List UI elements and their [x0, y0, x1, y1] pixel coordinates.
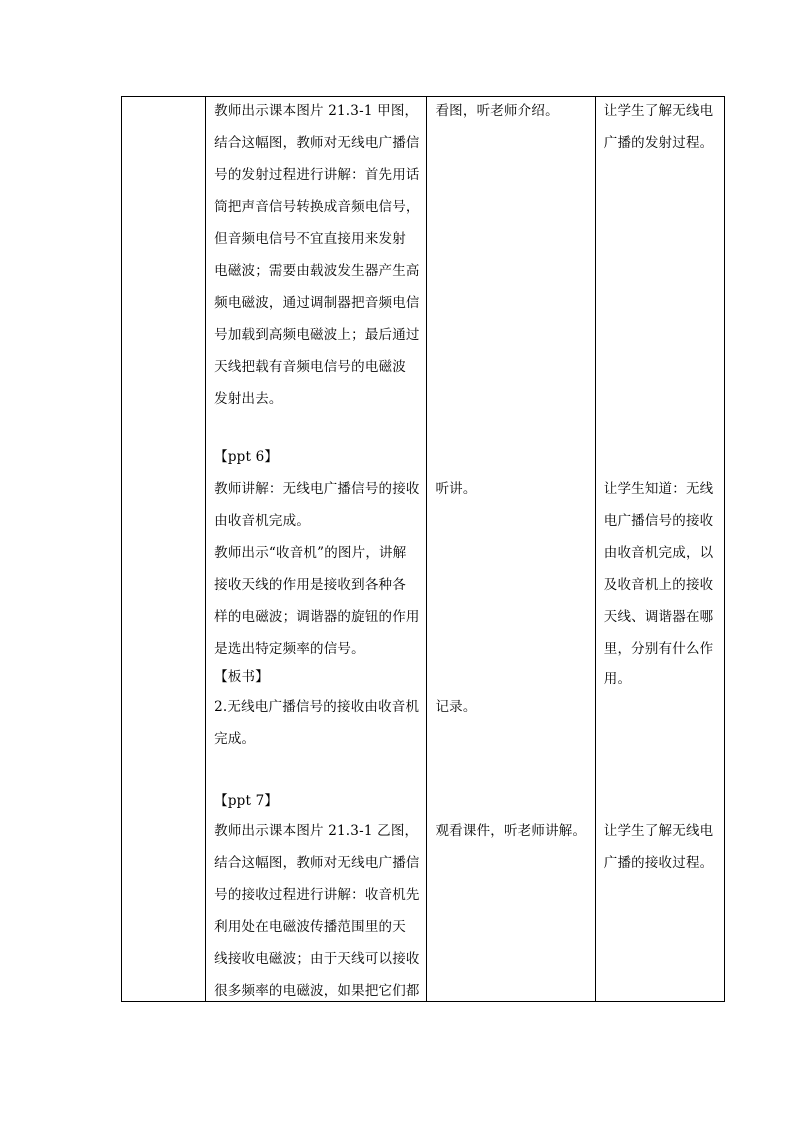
teacher-line: 但音频电信号不宜直接用来发射	[214, 231, 406, 247]
intent-line: 让学生知道：无线	[603, 481, 714, 497]
intent-line: 广播的发射过程。	[603, 135, 714, 151]
teacher-line: 天线把载有音频电信号的电磁波	[214, 359, 406, 375]
teacher-line: 筒把声音信号转换成音频电信号，	[214, 199, 420, 215]
teacher-line: 利用处在电磁波传播范围里的天	[214, 919, 406, 935]
teacher-activity-cell	[206, 97, 427, 1002]
teacher-line: 号加载到高频电磁波上；最后通过	[214, 327, 420, 343]
intent-line: 天线、调谐器在哪	[603, 609, 714, 625]
teacher-line: 很多频率的电磁波，如果把它们都	[214, 983, 420, 999]
teacher-line: 频电磁波，通过调制器把音频电信	[214, 295, 420, 311]
ppt-marker: 【ppt 6】	[214, 449, 279, 465]
teacher-line: 完成。	[214, 731, 256, 747]
lesson-plan-table	[121, 96, 725, 1002]
intent-line: 广播的接收过程。	[603, 855, 714, 871]
ppt-marker: 【ppt 7】	[214, 793, 279, 809]
table-row	[122, 97, 725, 1002]
student-line: 听讲。	[435, 481, 477, 497]
intent-line: 及收音机上的接收	[603, 577, 714, 593]
teacher-line: 结合这幅图，教师对无线电广播信	[214, 135, 420, 151]
teacher-line: 电磁波；需要由载波发生器产生高	[214, 263, 420, 279]
intent-line: 电广播信号的接收	[603, 513, 714, 529]
student-line: 观看课件，听老师讲解。	[435, 823, 587, 839]
teacher-line: 教师出示“收音机”的图片，讲解	[214, 545, 407, 561]
teacher-line: 发射出去。	[214, 391, 283, 407]
teacher-line: 2.无线电广播信号的接收由收音机	[214, 699, 420, 715]
teacher-line: 接收天线的作用是接收到各种各	[214, 577, 406, 593]
teacher-line: 教师讲解：无线电广播信号的接收	[214, 481, 420, 497]
student-line: 记录。	[435, 699, 477, 715]
teacher-line: 结合这幅图，教师对无线电广播信	[214, 855, 420, 871]
design-intent-cell	[595, 97, 724, 1002]
teacher-line: 号的接收过程进行讲解：收音机先	[214, 887, 420, 903]
intent-line: 让学生了解无线电	[603, 823, 714, 839]
intent-line: 由收音机完成，以	[603, 545, 714, 561]
intent-line: 里，分别有什么作	[603, 641, 714, 657]
intent-line: 让学生了解无线电	[603, 103, 714, 119]
teacher-line: 样的电磁波；调谐器的旋钮的作用	[214, 609, 420, 625]
teacher-line: 线接收电磁波；由于天线可以接收	[214, 951, 420, 967]
teacher-line: 是选出特定频率的信号。	[214, 641, 365, 657]
intent-line: 用。	[603, 671, 632, 687]
student-line: 看图，听老师介绍。	[435, 103, 559, 119]
teacher-line: 教师出示课本图片 21.3-1 乙图，	[214, 823, 419, 839]
teacher-line: 由收音机完成。	[214, 513, 311, 529]
student-activity-cell	[427, 97, 595, 1002]
stage-cell	[122, 97, 206, 1002]
board-note-marker: 【板书】	[214, 669, 269, 685]
teacher-line: 号的发射过程进行讲解：首先用话	[214, 167, 420, 183]
teacher-line: 教师出示课本图片 21.3-1 甲图，	[214, 103, 419, 119]
